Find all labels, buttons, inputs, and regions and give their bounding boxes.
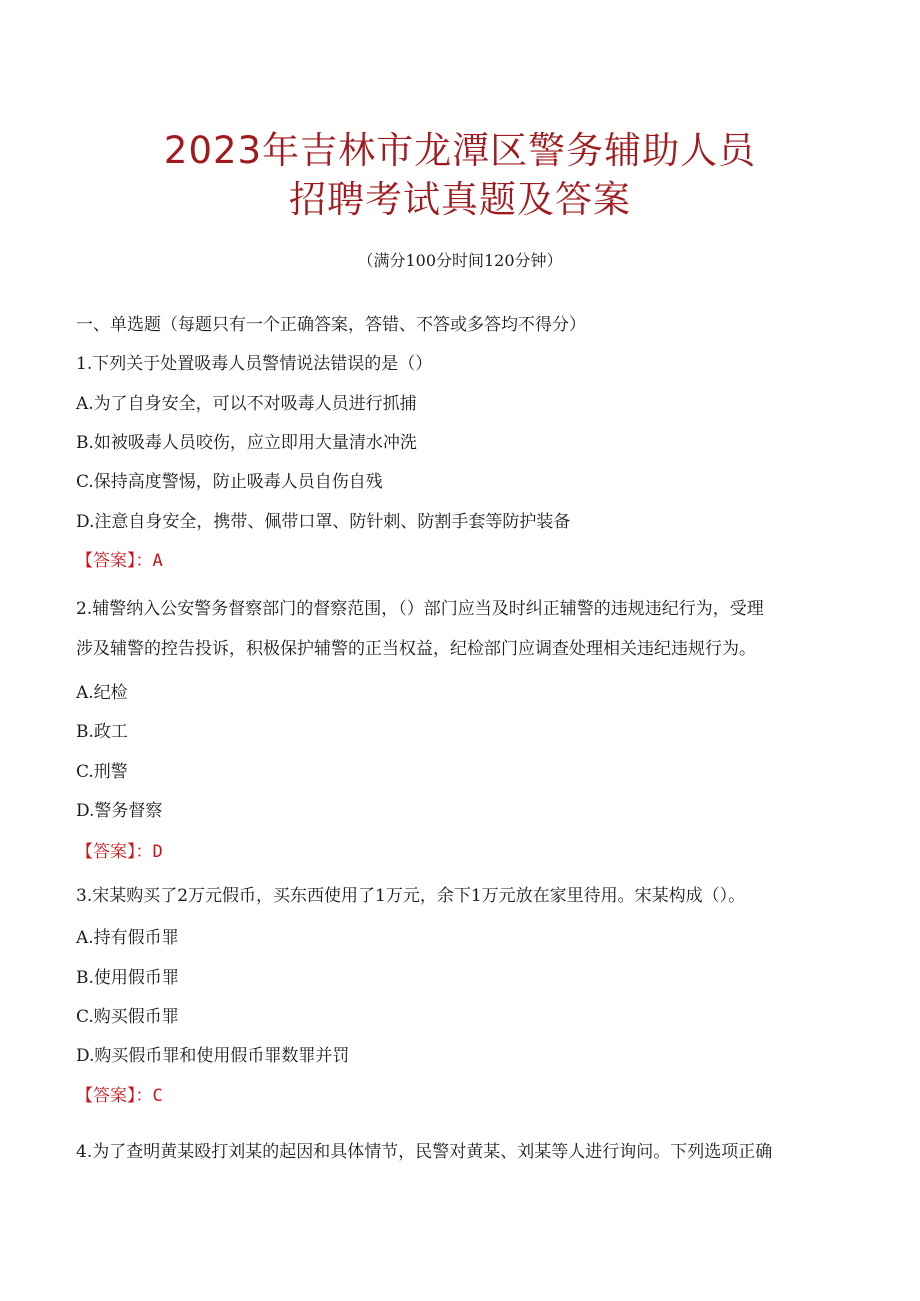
question-3-option-d: D.购买假币罪和使用假币罪数罪并罚 (76, 1046, 350, 1066)
answer-colon: ： (135, 1086, 153, 1106)
question-1-option-d: D.注意自身安全，携带、佩带口罩、防针刺、防割手套等防护装备 (76, 512, 571, 532)
question-1-option-a: A.为了自身安全，可以不对吸毒人员进行抓捕 (76, 394, 417, 414)
question-3-answer (76, 1084, 163, 1108)
question-3-stem: 3.宋某购买了2万元假币，买东西使用了1万元，余下1万元放在家里待用。宋某构成（）。 (76, 886, 746, 906)
answer-tag: 【答案】 (76, 842, 136, 862)
question-3-option-c: C.购买假币罪 (76, 1007, 179, 1027)
question-2-option-a: A.纪检 (76, 683, 128, 703)
question-2-answer (76, 840, 163, 864)
answer-value: D (152, 842, 163, 862)
answer-colon: ： (135, 842, 153, 862)
section-heading: 一、单选题（每题只有一个正确答案，答错、不答或多答均不得分） (76, 315, 586, 335)
document-title-line-1: 2023年吉林市龙潭区警务辅助人员 (163, 129, 757, 172)
answer-value: C (152, 1086, 163, 1106)
answer-tag: 【答案】 (76, 551, 136, 571)
document-title-line-2: 招聘考试真题及答案 (289, 178, 631, 221)
answer-value: A (152, 551, 163, 571)
question-2-stem-line-2: 涉及辅警的控告投诉，积极保护辅警的正当权益，纪检部门应调查处理相关违纪违规行为。 (76, 639, 756, 659)
answer-tag: 【答案】 (76, 1086, 136, 1106)
exam-info: （满分100分时间120分钟） (357, 251, 563, 270)
question-2-stem-line-1: 2.辅警纳入公安警务督察部门的督察范围，（）部门应当及时纠正辅警的违规违纪行为，受理 (76, 599, 764, 619)
question-1-option-b: B.如被吸毒人员咬伤，应立即用大量清水冲洗 (76, 433, 417, 453)
question-1-answer (76, 549, 163, 573)
question-3-option-a: A.持有假币罪 (76, 928, 179, 948)
answer-colon: ： (135, 551, 153, 571)
question-4-stem: 4.为了查明黄某殴打刘某的起因和具体情节，民警对黄某、刘某等人进行询问。下列选项正确 (76, 1142, 773, 1162)
question-3-option-b: B.使用假币罪 (76, 968, 179, 988)
question-1-option-c: C.保持高度警惕，防止吸毒人员自伤自残 (76, 472, 383, 492)
question-2-option-c: C.刑警 (76, 762, 128, 782)
question-2-option-b: B.政工 (76, 722, 128, 742)
question-1-stem: 1.下列关于处置吸毒人员警情说法错误的是（） (76, 354, 433, 374)
question-2-option-d: D.警务督察 (76, 801, 163, 821)
